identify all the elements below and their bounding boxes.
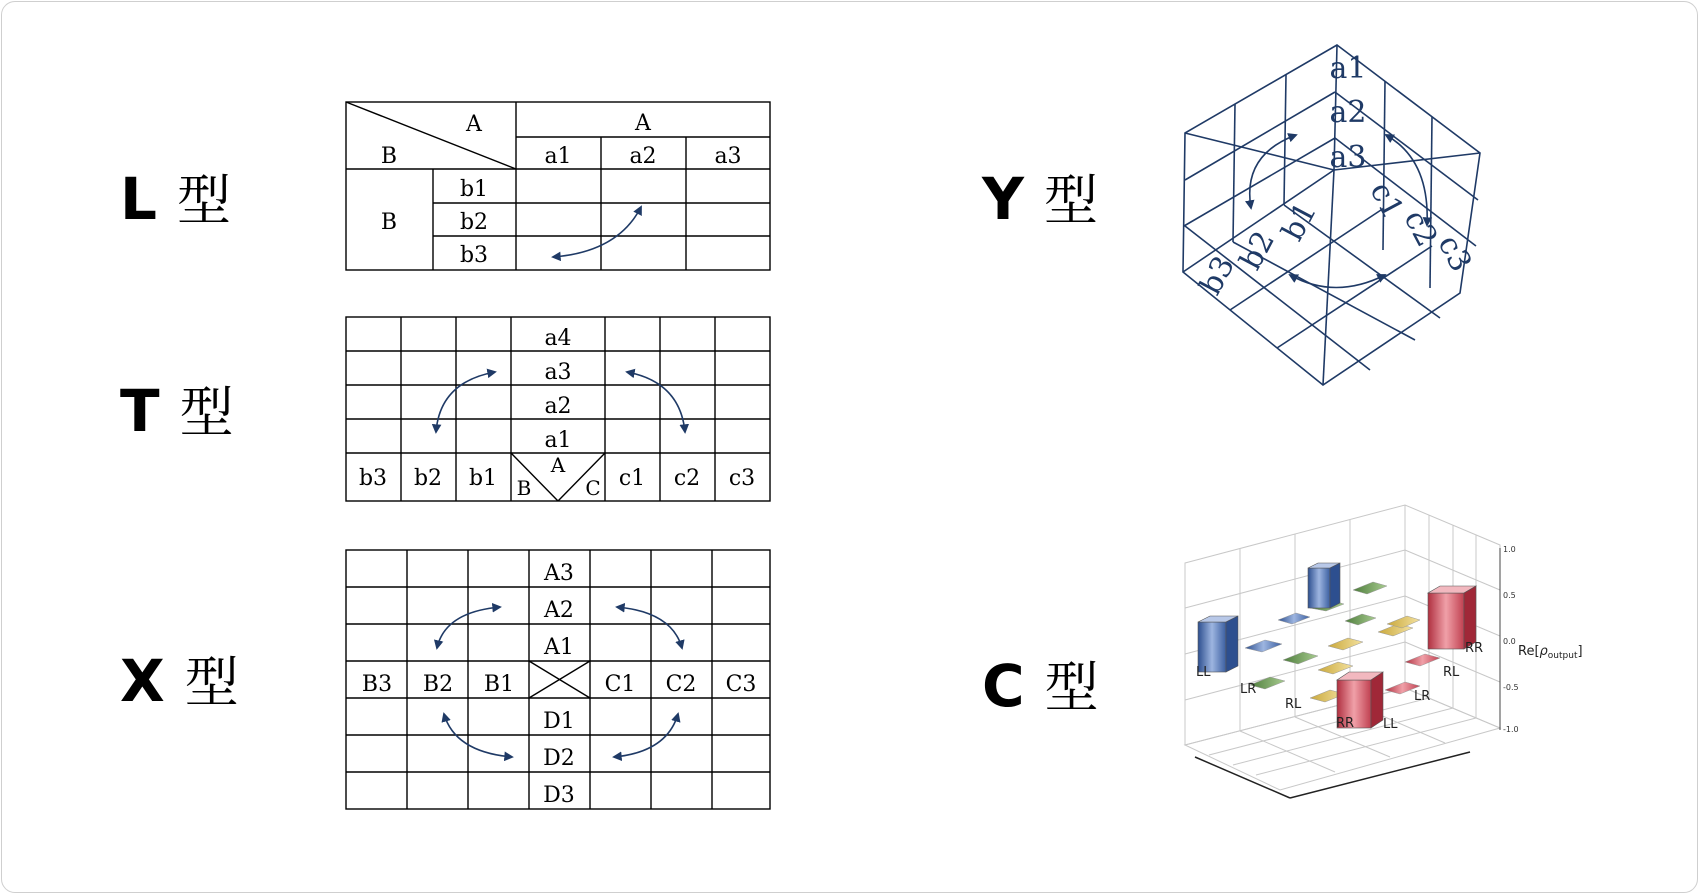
T-arrow-left [436, 372, 495, 432]
T-left-b1: b1 [468, 466, 498, 491]
X-bottom-D3: D3 [543, 783, 575, 808]
L-col-a1: a1 [544, 144, 572, 169]
L-row-b1: b1 [459, 177, 489, 202]
T-left-b2: b2 [413, 466, 443, 491]
X-bottom-D2: D2 [543, 746, 575, 771]
T-center-C: C [585, 476, 601, 500]
T-right-c2: c2 [673, 466, 701, 491]
L-row-b2: b2 [459, 210, 489, 235]
X-arrow-top-right [617, 607, 682, 648]
X-left-B2: B2 [422, 672, 454, 697]
Y-right-c2: c2 [1396, 204, 1445, 253]
L-col-group: A [635, 111, 651, 136]
T-table-text [359, 326, 755, 500]
X-top-A2: A2 [544, 598, 574, 623]
Y-right-c3: c3 [1430, 229, 1479, 278]
C-tick-0.5: 0.5 [1503, 591, 1516, 600]
T-arrow-right [627, 372, 685, 432]
L-corner-bottom: B [380, 144, 398, 169]
T-center-B: B [516, 476, 532, 500]
Y-top-a1: a1 [1329, 51, 1367, 86]
T-top-a2: a2 [544, 394, 572, 419]
X-right-C2: C2 [665, 672, 697, 697]
L-table [346, 102, 770, 270]
C-axis-label: $Re[\rho_{output}]$ [1518, 644, 1583, 661]
L-row-b3: b3 [459, 243, 489, 268]
X-right-C3: C3 [725, 672, 757, 697]
L-col-a3: a3 [714, 144, 742, 169]
C-col-LL: LL [1383, 717, 1398, 732]
L-arrow [553, 207, 641, 257]
L-table-text [381, 111, 742, 268]
label-C-type: C 型 [982, 652, 1099, 720]
C-tick--0.5: -0.5 [1503, 683, 1519, 692]
L-row-group: B [380, 210, 398, 235]
C-tick-1.0: 1.0 [1503, 545, 1516, 554]
X-left-B3: B3 [361, 672, 393, 697]
C-tick-0.0: 0.0 [1503, 637, 1516, 646]
C-col-LR: LR [1414, 689, 1431, 704]
label-T-type: T 型 [120, 377, 234, 445]
T-right-c1: c1 [618, 466, 646, 491]
C-row-LL: LL [1196, 665, 1211, 680]
T-right-c3: c3 [728, 466, 756, 491]
T-center-A: A [550, 453, 566, 477]
T-left-b3: b3 [358, 466, 388, 491]
C-chart-bar-LL-LL [1198, 616, 1238, 672]
label-X-type: X 型 [120, 647, 239, 715]
C-col-RR: RR [1465, 641, 1484, 656]
X-top-A3: A3 [544, 561, 574, 586]
Y-top-a3: a3 [1329, 140, 1367, 175]
Y-arrow-left [1250, 135, 1296, 208]
T-top-a4: a4 [544, 326, 572, 351]
C-tick--1.0: -1.0 [1503, 725, 1519, 734]
C-row-LR: LR [1240, 682, 1257, 697]
Y-left-b2: b2 [1233, 225, 1283, 276]
label-L-type: L 型 [120, 165, 231, 233]
X-table-text [362, 561, 757, 808]
X-bottom-D1: D1 [543, 709, 575, 734]
C-chart [1185, 505, 1583, 798]
C-chart-bar-RR-RR [1428, 586, 1476, 649]
C-row-RR: RR [1336, 716, 1355, 731]
T-top-a1: a1 [544, 428, 572, 453]
Y-left-b3: b3 [1193, 250, 1243, 301]
X-left-B1: B1 [483, 672, 515, 697]
X-right-C1: C1 [604, 672, 636, 697]
Y-top-a2: a2 [1329, 95, 1367, 130]
X-top-A1: A1 [544, 635, 574, 660]
C-row-RL: RL [1285, 697, 1302, 712]
C-chart-z-axis [1500, 545, 1583, 734]
label-Y-type: Y 型 [982, 165, 1098, 233]
Y-right-c1: c1 [1362, 176, 1411, 225]
Y-left-b1: b1 [1275, 196, 1325, 247]
L-col-a2: a2 [629, 144, 657, 169]
C-chart-bar-RR-LL [1308, 563, 1340, 608]
T-top-a3: a3 [544, 360, 572, 385]
C-col-RL: RL [1443, 665, 1460, 680]
L-corner-top: A [466, 112, 482, 137]
